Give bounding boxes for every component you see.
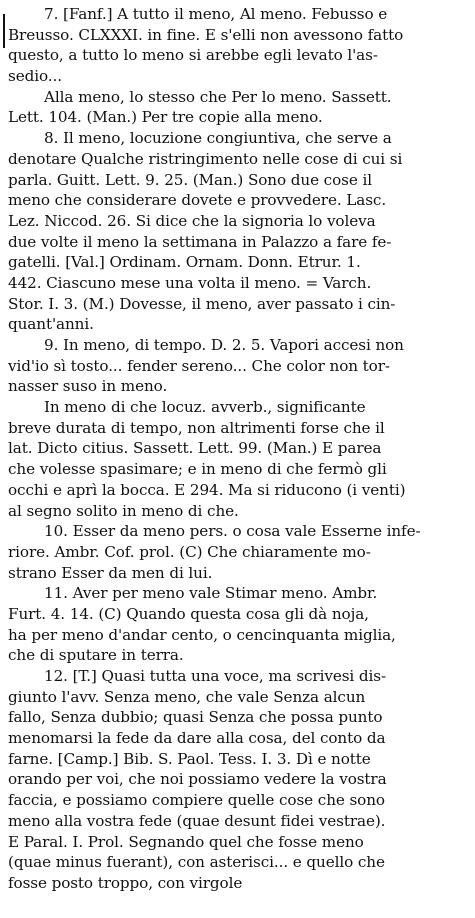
text-line: 8. Il meno, locuzione congiuntiva, che serve a	[44, 129, 392, 148]
text-line: (quae minus fuerant), con asterisci... e quello che	[8, 853, 385, 872]
text-line: farne. [Camp.] Bib. S. Paol. Tess. I. 3. Dì e notte	[8, 749, 371, 768]
entry-7-sub	[8, 87, 465, 128]
text-line: 12. [T.] Quasi tutta una voce, ma scrivesi dis-	[44, 667, 386, 685]
text-line: strano Esser da men di lui.	[8, 563, 213, 582]
text-line: che di sputare in terra.	[8, 646, 184, 665]
entry-7	[8, 4, 465, 87]
text-line: menomarsi la fede da dare alla cosa, del conto da	[8, 729, 386, 748]
text-line: denotare Qualche ristringimento nelle cose di cui si	[8, 149, 403, 168]
text-line: faccia, e possiamo compiere quelle cose che sono	[8, 791, 385, 810]
text-line: occhi e aprì la bocca. E 294. Ma si riducono (i venti)	[8, 480, 406, 499]
entry-9	[8, 335, 465, 397]
text-line: quant'anni.	[8, 315, 94, 334]
text-line: 10. Esser da meno pers. o cosa vale Esserne infe-	[44, 522, 421, 541]
text-line: Furt. 4. 14. (C) Quando questa cosa gli dà noja,	[8, 604, 369, 623]
text-line: In meno di che locuz. avverb., significante	[44, 398, 366, 417]
text-line: meno che considerare dovete e provvedere. Lasc.	[8, 191, 387, 210]
text-line: al segno solito in meno di che.	[8, 501, 239, 520]
text-line: gatelli. [Val.] Ordinam. Ornam. Donn. Etrur. 1.	[8, 253, 361, 272]
text-line: due volte il meno la settimana in Palazzo a fare fe-	[8, 232, 392, 251]
entry-10	[8, 521, 465, 583]
text-line: ha per meno d'andar cento, o cencinquanta miglia,	[8, 625, 396, 644]
text-line: 11. Aver per meno vale Stimar meno. Ambr.	[44, 584, 378, 603]
text-line: 9. In meno, di tempo. D. 2. 5. Vapori accesi non	[44, 336, 404, 354]
entry-11	[8, 583, 465, 666]
entry-9-sub	[8, 397, 465, 521]
text-line: che volesse spasimare; e in meno di che fermò gli	[8, 460, 387, 479]
margin-rule	[3, 14, 5, 48]
text-line: nasser suso in meno.	[8, 377, 168, 396]
text-line: Alla meno, lo stesso che Per lo meno. Sassett.	[44, 87, 392, 106]
entry-12	[8, 666, 465, 894]
text-line: vid'io sì tosto... fender sereno... Che color non tor-	[8, 356, 390, 375]
text-line: 7. [Fanf.] A tutto il meno, Al meno. Febusso e	[44, 5, 388, 23]
text-line: giunto l'avv. Senza meno, che vale Senza alcun	[8, 687, 366, 706]
entry-8	[8, 128, 465, 335]
text-line: lat. Dicto citius. Sassett. Lett. 99. (Man.) E parea	[8, 439, 382, 458]
text-line: Breusso. CLXXXI. in fine. E s'elli non avessono fatto	[8, 25, 404, 44]
text-line: fallo, Senza dubbio; quasi Senza che possa punto	[8, 708, 383, 727]
text-line: Lez. Niccod. 26. Si dice che la signoria lo voleva	[8, 211, 376, 230]
text-line: Stor. I. 3. (M.) Dovesse, il meno, aver passato i cin-	[8, 294, 396, 313]
text-line: riore. Ambr. Cof. prol. (C) Che chiaramente mo-	[8, 542, 371, 561]
text-line: breve durata di tempo, non altrimenti forse che il	[8, 418, 385, 437]
text-line: questo, a tutto lo meno si arebbe egli levato l'as-	[8, 46, 378, 65]
text-line: Lett. 104. (Man.) Per tre copie alla meno.	[8, 108, 323, 127]
text-line: parla. Guitt. Lett. 9. 25. (Man.) Sono due cose il	[8, 170, 372, 189]
text-line: 442. Ciascuno mese una volta il meno. = Varch.	[8, 273, 372, 292]
text-line: orando per voi, che noi possiamo vedere la vostra	[8, 770, 387, 789]
text-line: E Paral. I. Prol. Segnando quel che fosse meno	[8, 832, 364, 851]
text-line: fosse posto troppo, con virgole	[8, 873, 243, 892]
text-line: meno alla vostra fede (quae desunt fidei vestrae).	[8, 811, 386, 830]
text-line: sedio...	[8, 67, 62, 86]
